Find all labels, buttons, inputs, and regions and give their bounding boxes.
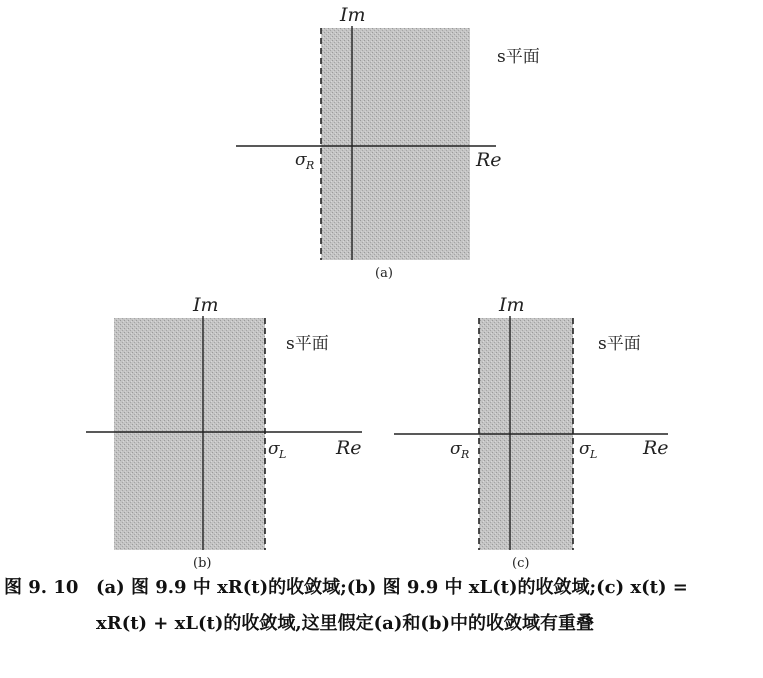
sigma-l-label-b: σ <box>268 439 280 459</box>
caption-number: 图 9. 10 <box>4 577 79 598</box>
caption-line-1: (a) 图 9.9 中 xR(t)的收敛域;(b) 图 9.9 中 xL(t)的收敛域;(c) x(t) = <box>96 577 688 598</box>
re-label-b: Re <box>336 437 362 459</box>
roc-region-a <box>321 28 470 260</box>
im-label-b: Im <box>193 294 219 316</box>
sigma-l-sub-c: L <box>590 448 598 461</box>
sigma-l-sub-b: L <box>279 448 287 461</box>
sigma-r-label-a: σ <box>295 150 307 170</box>
panel-c <box>394 294 669 571</box>
caption-line-2: xR(t) + xL(t)的收敛域,这里假定(a)和(b)中的收敛域有重叠 <box>96 613 594 634</box>
sigma-r-sub-c: R <box>461 448 470 461</box>
plane-label-a: s平面 <box>497 47 540 67</box>
panel-label-b: (b) <box>193 556 212 571</box>
plane-label-b: s平面 <box>286 334 329 354</box>
panel-label-c: (c) <box>512 556 530 571</box>
panel-a <box>236 4 540 281</box>
sigma-r-sub-a: R <box>306 159 315 172</box>
re-label-c: Re <box>643 437 669 459</box>
figure-caption <box>0 573 763 673</box>
im-label-a: Im <box>340 4 366 26</box>
im-label-c: Im <box>499 294 525 316</box>
re-label-a: Re <box>476 149 502 171</box>
sigma-l-label-c: σ <box>579 439 591 459</box>
plane-label-c: s平面 <box>598 334 641 354</box>
sigma-r-label-c: σ <box>450 439 462 459</box>
roc-region-b <box>114 318 265 550</box>
panel-b <box>86 294 362 571</box>
panel-label-a: (a) <box>375 266 393 281</box>
